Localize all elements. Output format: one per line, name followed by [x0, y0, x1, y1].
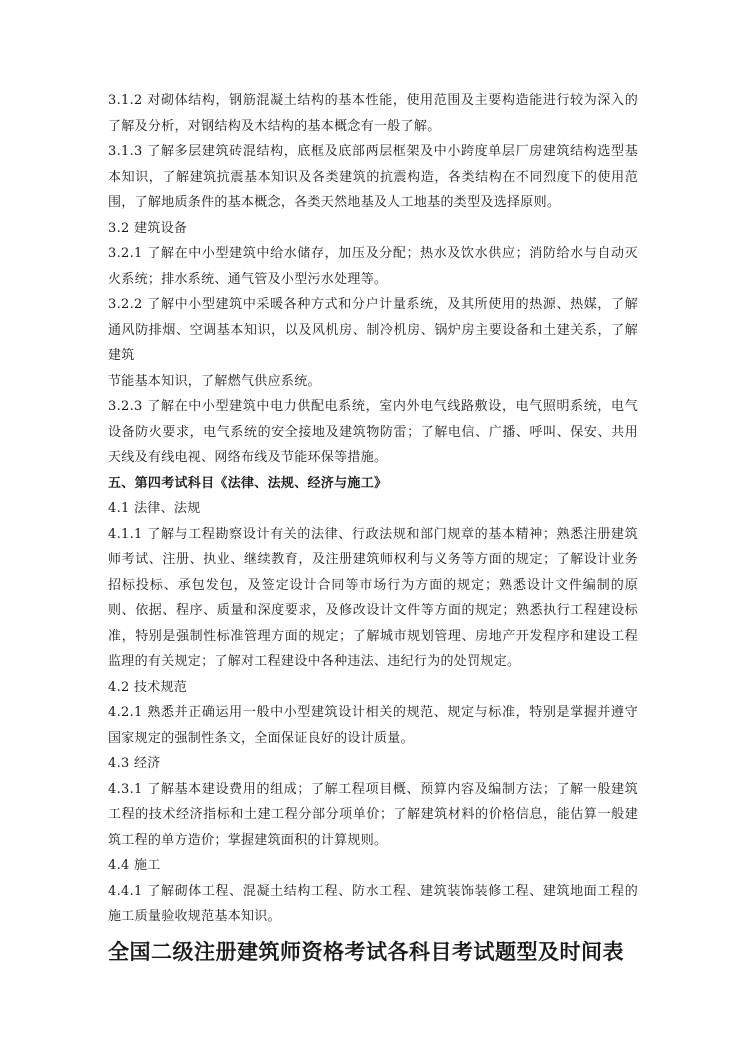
paragraph-3-2-1: 3.2.1 了解在中小型建筑中给水储存，加压及分配；热水及饮水供应；消防给水与自动灭火系统；排水系统、通气管及小型污水处理等。: [108, 246, 638, 287]
section-heading-4-4: 4.4 施工: [108, 858, 161, 873]
paragraph-3-2-3: 3.2.3 了解在中小型建筑中电力供配电系统，室内外电气线路敷设，电气照明系统，电气设备防火要求，电气系统的安全接地及建筑物防雷；了解电信、广播、呼叫、保安、共用天线及有线电视、网络布线及节能环保等措施。: [108, 399, 638, 465]
section-heading-4-3: 4.3 经济: [108, 756, 161, 771]
section-heading-4-1: 4.1 法律、法规: [108, 501, 201, 516]
section-heading-4-2: 4.2 技术规范: [108, 679, 188, 695]
paragraph-3-1-3: 3.1.3 了解多层建筑砖混结构，底框及底部两层框架及中小跨度单层厂房建筑结构选型基本知识，了解建筑抗震基本知识及各类建筑的抗震构造，各类结构在不同烈度下的使用范围，了解地质条件的基本概念，各类天然地基及人工地基的类型及选择原则。: [108, 144, 638, 210]
paragraph-3-2-2: 3.2.2 了解中小型建筑中采暖各种方式和分户计量系统，及其所使用的热源、热媒，了解通风防排烟、空调基本知识，以及风机房、制冷机房、锅炉房主要设备和土建关系，了解建筑: [108, 297, 638, 363]
paragraph-4-1-1: 4.1.1 了解与工程勘察设计有关的法律、行政法规和部门规章的基本精神；熟悉注册建筑师考试、注册、执业、继续教育，及注册建筑师权利与义务等方面的规定；了解设计业务招标投标、承包发包，及签定设计合同等市场行为方面的规定；熟悉设计文件编制的原则、依据、程序、质量和深度要求，及修改设计文件等方面的规定；熟悉执行工程建设标准，特别是强制性标准管理方面的规定；了解城市规划管理、房地产开发程序和建设工程监理的有关规定；了解对工程建设中各种违法、违纪行为的处罚规定。: [108, 526, 638, 669]
paragraph-3-1-2: 3.1.2 对砌体结构，钢筋混凝土结构的基本性能，使用范围及主要构造能进行较为深入的了解及分析，对钢结构及木结构的基本概念有一般了解。: [108, 93, 638, 134]
paragraph-4-3-1: 4.3.1 了解基本建设费用的组成；了解工程项目概、预算内容及编制方法；了解一般建筑工程的技术经济指标和土建工程分部分项单价；了解建筑材料的价格信息，能估算一般建筑工程的单方造价；掌握建筑面积的计算规则。: [108, 781, 638, 848]
paragraph-4-4-1: 4.4.1 了解砌体工程、混凝土结构工程、防水工程、建筑装饰装修工程、建筑地面工程的施工质量验收规范基本知识。: [108, 883, 638, 924]
document-title: 全国二级注册建筑师资格考试各科目考试题型及时间表: [108, 938, 624, 964]
document-page: [108, 88, 638, 968]
section-heading-3-2: 3.2 建筑设备: [108, 220, 188, 236]
paragraph-4-2-1: 4.2.1 熟悉并正确运用一般中小型建筑设计相关的规范、规定与标准，特别是掌握并遵守国家规定的强制性条文，全面保证良好的设计质量。: [108, 705, 638, 746]
chapter-heading-five: 五、第四考试科目《法律、法规、经济与施工》: [108, 475, 388, 491]
paragraph-3-2-2-continued: 节能基本知识，了解燃气供应系统。: [108, 373, 321, 389]
